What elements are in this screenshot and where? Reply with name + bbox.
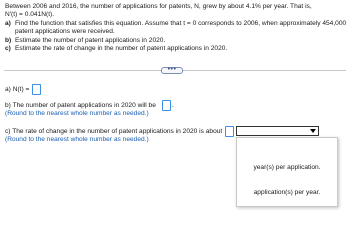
- part-c-label: c): [5, 45, 11, 52]
- answer-c-input[interactable]: [225, 126, 234, 137]
- unit-option-years-per-application[interactable]: year(s) per application.: [253, 164, 321, 171]
- answer-a-prompt: a) N(t) =: [5, 86, 30, 93]
- problem-intro-equation: N′(t) = 0.041N(t).: [5, 11, 55, 18]
- answer-b-prompt: b) The number of patent applications in 2020 will be: [5, 102, 156, 109]
- unit-select-dropdown: [236, 137, 338, 207]
- answer-b-input[interactable]: [162, 100, 171, 111]
- chevron-down-icon[interactable]: [310, 129, 316, 133]
- answer-c-hint: (Round to the nearest whole number as needed.): [5, 136, 149, 143]
- more-options-button[interactable]: •••: [161, 67, 183, 74]
- part-a-label: a): [5, 20, 11, 27]
- answer-b-period: .: [172, 102, 174, 109]
- unit-option-applications-per-year[interactable]: application(s) per year.: [253, 189, 321, 196]
- part-c-text: Estimate the rate of change in the number of patent applications in 2020.: [15, 45, 228, 52]
- part-b-text: Estimate the number of patent applications in 2020.: [15, 37, 166, 44]
- answer-b-hint: (Round to the nearest whole number as needed.): [5, 110, 149, 117]
- part-b-label: b): [5, 37, 12, 44]
- problem-intro-line1: Between 2006 and 2016, the number of applications for patents, N, grew by about 4.1% per year. That is,: [5, 3, 312, 10]
- answer-c-prompt: c) The rate of change in the number of patent applications in 2020 is about: [5, 128, 223, 135]
- part-a-text-line2: patent applications were received.: [15, 28, 115, 35]
- unit-select[interactable]: [236, 126, 319, 136]
- answer-a-input[interactable]: [32, 84, 41, 95]
- part-a-text-line1: Find the function that satisfies this equation. Assume that t = 0 corresponds to 2006, when approximately 454,000: [15, 20, 347, 27]
